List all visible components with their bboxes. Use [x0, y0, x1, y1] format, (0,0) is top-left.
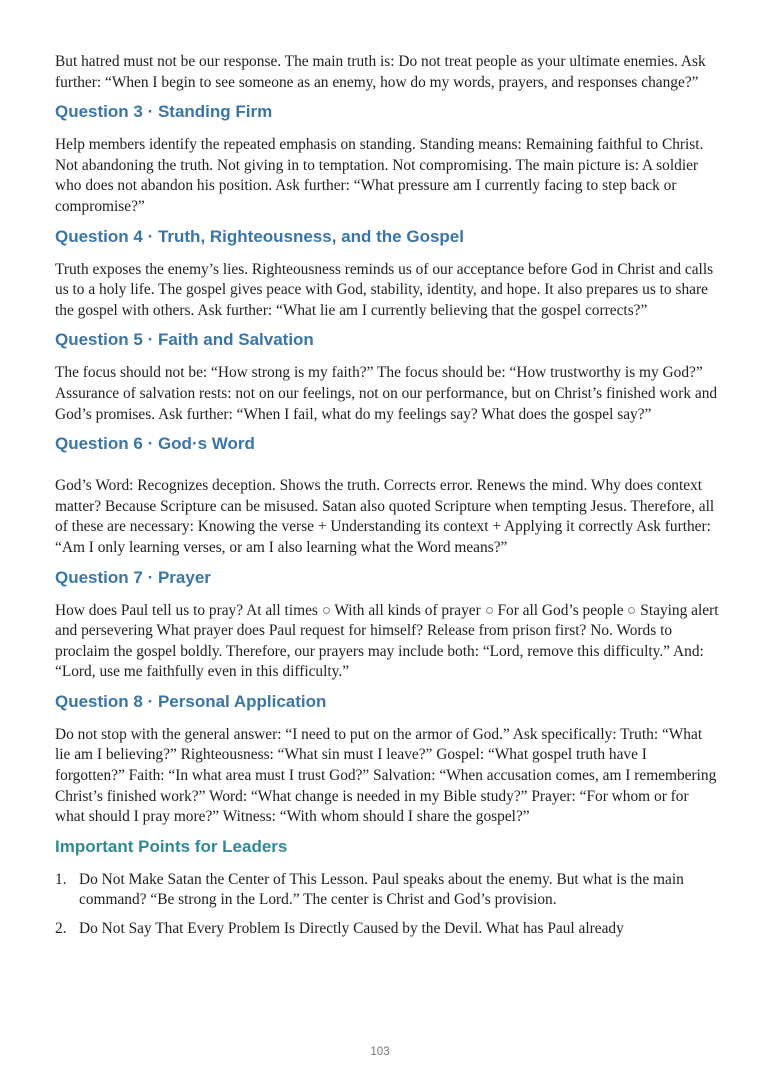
leaders-points-list	[55, 870, 720, 940]
section-heading-question-3: Question 3 · Standing Firm	[55, 102, 273, 122]
section-heading-question-4: Question 4 · Truth, Righteousness, and the Gospel	[55, 226, 464, 246]
prayer-text-part: For all God’s people	[497, 601, 624, 619]
list-item-number: 1.	[55, 870, 67, 888]
list-item	[55, 919, 720, 940]
section-body-question-5: The focus should not be: “How strong is my faith?” The focus should be: “How trustworthy is my God?” Assurance of salvation rests: not on our feelings, not on our performance, but on Christ’s finished work and God’s promises. Ask further: “When I fail, what do my feelings say? What does the gospel say?”	[55, 364, 718, 423]
prayer-text-part: How does Paul tell us to pray? At all times	[55, 601, 318, 619]
bullet-icon	[628, 607, 635, 614]
section-body-question-8: Do not stop with the general answer: “I need to put on the armor of God.” Ask specifically: Truth: “What lie am I believing?” Righteousness: “What sin must I leave?” Gospel: “What gospel truth have I forgotten?” Faith: “In what area must I trust God?” Salvation: “When accusation comes, am I remembering Christ’s finished work?” Word: “What change is needed in my Bible study?” Prayer: “For whom or for what should I pray more?” Witness: “With whom should I share the gospel?”	[55, 725, 717, 826]
list-item-text: Do Not Make Satan the Center of This Lesson. Paul speaks about the enemy. But what is the main command? “Be strong in the Lord.” The center is Christ and God’s provision.	[79, 870, 684, 909]
list-item-number: 2.	[55, 920, 67, 938]
section-heading-question-7: Question 7 · Prayer	[55, 567, 211, 587]
section-body-question-3: Help members identify the repeated emphasis on standing. Standing means: Remaining faithful to Christ. Not abandoning the truth. Not giving in to temptation. Not compromising. The main picture is: A soldier who does not abandon his position. Ask further: “What pressure am I currently facing to step back or compromise?”	[55, 136, 704, 215]
section-heading-question-8: Question 8 · Personal Application	[55, 691, 327, 711]
bullet-icon	[323, 607, 330, 614]
section-body-question-7	[55, 601, 720, 683]
leaders-heading: Important Points for Leaders	[55, 836, 288, 856]
page-number: 103	[370, 1046, 390, 1058]
section-heading-question-6: Question 6 · God·s Word	[55, 434, 255, 454]
section-body-question-6: God’s Word: Recognizes deception. Shows the truth. Corrects error. Renews the mind. Why does context matter? Because Scripture can be misused. Satan also quoted Scripture when tempting Jesus. Therefore, all of these are necessary: Knowing the verse + Understanding its context + Applying it correctly Ask further: “Am I only learning verses, or am I also learning what the Word means?”	[55, 477, 715, 556]
section-heading-question-5: Question 5 · Faith and Salvation	[55, 330, 314, 350]
prayer-text-part: Staying alert and persevering What prayer does Paul request for himself? Release from prison first? No. Words to proclaim the gospel boldly. Therefore, our prayers may include both: “Lord, remove this difficulty.” And: “Lord, use me faithfully even in this difficulty.”	[55, 601, 719, 681]
document-page	[55, 52, 720, 948]
list-item	[55, 870, 720, 911]
prayer-text-part: With all kinds of prayer	[334, 601, 481, 619]
intro-paragraph: But hatred must not be our response. The main truth is: Do not treat people as your ultimate enemies. Ask further: “When I begin to see someone as an enemy, how do my words, prayers, and responses change?”	[55, 53, 706, 91]
bullet-icon	[486, 607, 493, 614]
list-item-text: Do Not Say That Every Problem Is Directly Caused by the Devil. What has Paul already	[79, 920, 624, 938]
section-body-question-4: Truth exposes the enemy’s lies. Righteousness reminds us of our acceptance before God in Christ and calls us to a holy life. The gospel gives peace with God, stability, identity, and hope. It also prepares us to share the gospel with others. Ask further: “What lie am I currently believing that the gospel corrects?”	[55, 260, 714, 319]
